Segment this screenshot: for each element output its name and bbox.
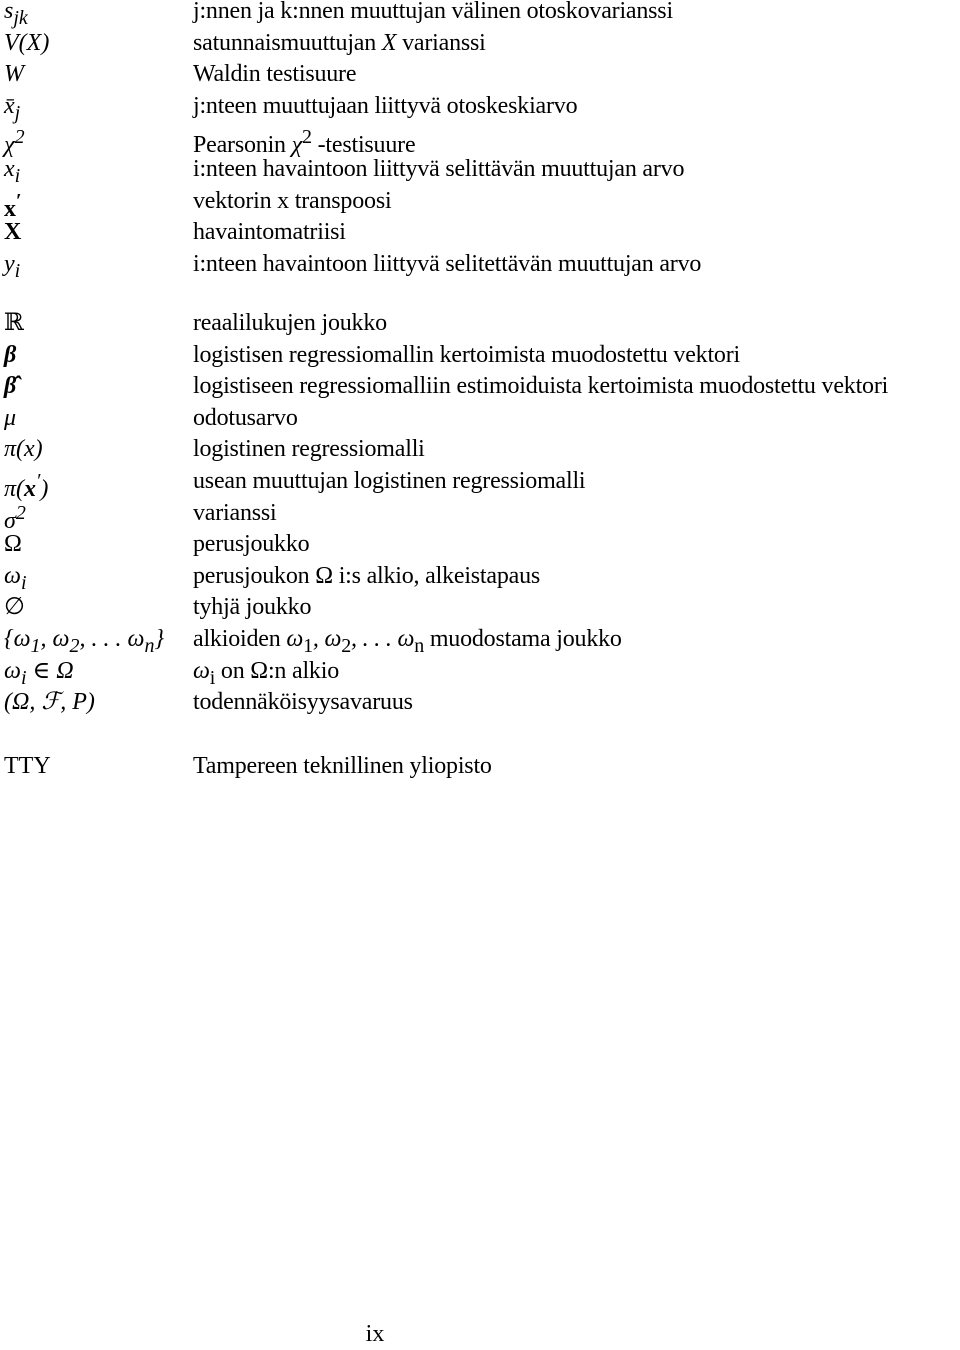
symbol-row (0, 0, 960, 28)
symbol: {$\omega_1$, $\omega_2$, . . . $\omega_n$} (4, 625, 165, 657)
symbol-description: todennäköisyysavaruus (193, 689, 413, 716)
symbol-row (0, 217, 960, 249)
symbol-description: varianssi (193, 499, 277, 526)
symbol-description: logistinen regressiomalli (193, 436, 425, 463)
page-number: ix (365, 1321, 385, 1347)
symbol-description: j:nteen muuttujaan liittyvä otoskeskiarvo (193, 92, 578, 119)
symbol-description: usean muuttujan logistinen regressiomalli (193, 467, 586, 494)
symbol-description: i:nteen havaintoon liittyvä selittävän muuttujan arvo (193, 155, 685, 182)
symbol-row (0, 340, 960, 372)
symbol: μ (4, 404, 17, 431)
symbol-row (0, 249, 960, 281)
symbol-row (0, 308, 960, 340)
symbol-row (0, 498, 960, 534)
symbol-row (0, 91, 960, 123)
symbol-description: j:nnen ja k:nnen muuttujan välinen otoskovarianssi (193, 0, 673, 24)
symbol-description: logistiseen regressiomalliin estimoiduista kertoimista muodostettu vektori (193, 373, 889, 400)
symbol-row (0, 186, 960, 222)
symbol: β̂ (4, 373, 17, 400)
symbol-description: odotusarvo (193, 404, 298, 431)
symbol-row (0, 28, 960, 60)
symbol: $s_{jk}$ (4, 0, 28, 29)
symbol-row (0, 403, 960, 435)
symbol: V(X) (4, 29, 50, 56)
abbreviation: TTY (4, 753, 51, 779)
symbol: $y_i$ (4, 250, 21, 282)
symbol-description: alkioiden $\omega_1$, $\omega_2$, . . . $\omega_n$ muodostama joukko (193, 625, 622, 657)
symbol-description: $\omega_i$ on Ω:n alkio (193, 657, 340, 689)
symbol-group-1 (0, 0, 960, 280)
symbol-description: Pearsonin $\chi^2$ -testisuure (193, 126, 416, 159)
symbol-description: satunnaismuuttujan X varianssi (193, 29, 486, 56)
symbol: W (4, 61, 24, 88)
symbol-row (0, 624, 960, 656)
symbol: x′ (4, 189, 22, 222)
symbol-row (0, 466, 960, 502)
symbol-row (0, 529, 960, 561)
symbol-description: tyhjä joukko (193, 594, 312, 621)
symbol-row (0, 122, 960, 159)
symbol-row (0, 371, 960, 403)
symbol: π(x′) (4, 469, 49, 502)
symbol-description: Waldin testisuure (193, 61, 357, 88)
symbol-description: havaintomatriisi (193, 219, 346, 246)
symbol: π(x) (4, 436, 43, 463)
symbol-row (0, 561, 960, 593)
symbol: β (4, 341, 17, 368)
symbol-description: vektorin x transpoosi (193, 187, 392, 214)
symbol-row (0, 59, 960, 91)
symbol-row (0, 656, 960, 688)
symbol-row (0, 751, 960, 783)
abbreviation-description: Tampereen teknillinen yliopisto (193, 753, 492, 779)
symbol: ∅ (4, 594, 25, 621)
symbol: $\omega_i$ ∈ Ω (4, 657, 74, 689)
symbol-row (0, 592, 960, 624)
symbol-row (0, 434, 960, 466)
symbol: ℝ (4, 310, 24, 336)
symbol: $x_i$ (4, 155, 21, 187)
symbol-description: perusjoukon Ω i:s alkio, alkeistapaus (193, 562, 541, 589)
symbol: $\sigma^2$ (4, 501, 26, 534)
abbreviation-group (0, 751, 960, 783)
symbol: $\chi^2$ (4, 126, 25, 159)
symbol-group-2 (0, 308, 960, 719)
symbol-description: logistisen regressiomallin kertoimista muodostettu vektori (193, 341, 740, 368)
symbol-description: reaalilukujen joukko (193, 310, 387, 336)
symbol-row (0, 687, 960, 719)
symbol: X (4, 219, 22, 246)
symbol-description: i:nteen havaintoon liittyvä selitettävän muuttujan arvo (193, 250, 702, 277)
symbol: (Ω, ℱ, P) (4, 689, 95, 716)
symbol-row (0, 154, 960, 186)
symbol: $\omega_i$ (4, 562, 27, 594)
symbol-description: perusjoukko (193, 531, 310, 558)
symbol: $x̄_j$ (4, 92, 21, 124)
symbol: Ω (4, 531, 22, 558)
